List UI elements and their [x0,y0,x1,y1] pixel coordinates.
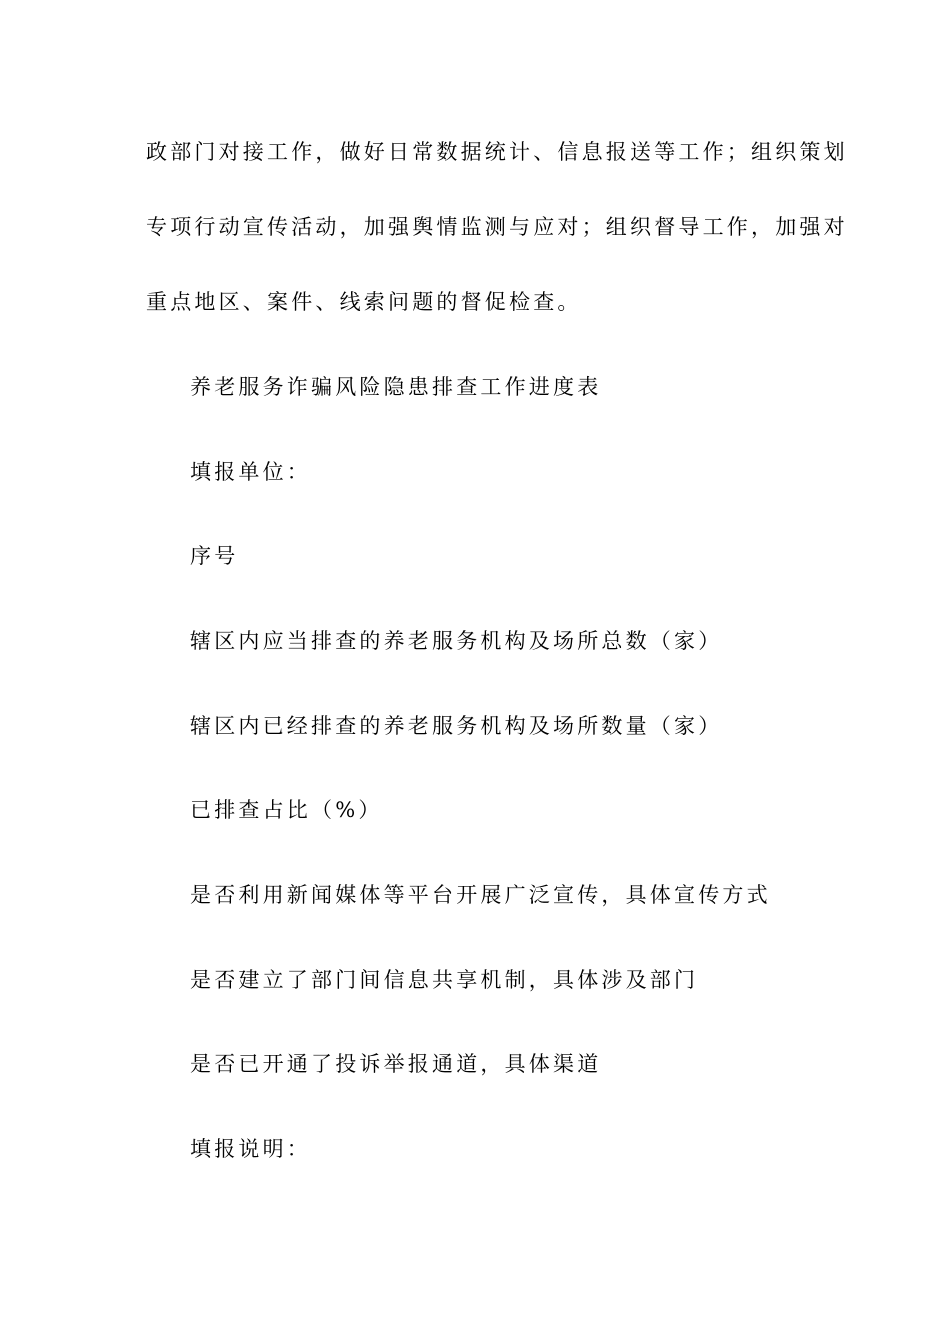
field-media-publicity: 是否利用新闻媒体等平台开展广泛宣传，具体宣传方式 [190,883,771,907]
paragraph-line-3: 重点地区、案件、线索问题的督促检查。 [146,290,582,314]
paragraph-line-1: 政部门对接工作，做好日常数据统计、信息报送等工作；组织策划 [146,140,848,164]
field-complaint-channel: 是否已开通了投诉举报通道，具体渠道 [190,1052,602,1076]
fill-unit-label: 填报单位： [190,460,311,484]
field-serial-number: 序号 [190,544,239,568]
field-checked-institutions: 辖区内已经排查的养老服务机构及场所数量（家） [190,714,723,738]
field-info-sharing: 是否建立了部门间信息共享机制，具体涉及部门 [190,968,699,992]
field-checked-ratio: 已排查占比（%） [190,798,383,822]
paragraph-line-2: 专项行动宣传活动，加强舆情监测与应对；组织督导工作，加强对 [146,215,848,239]
fill-note-label: 填报说明： [190,1137,311,1161]
table-title: 养老服务诈骗风险隐患排查工作进度表 [190,375,602,399]
field-total-institutions: 辖区内应当排查的养老服务机构及场所总数（家） [190,629,723,653]
